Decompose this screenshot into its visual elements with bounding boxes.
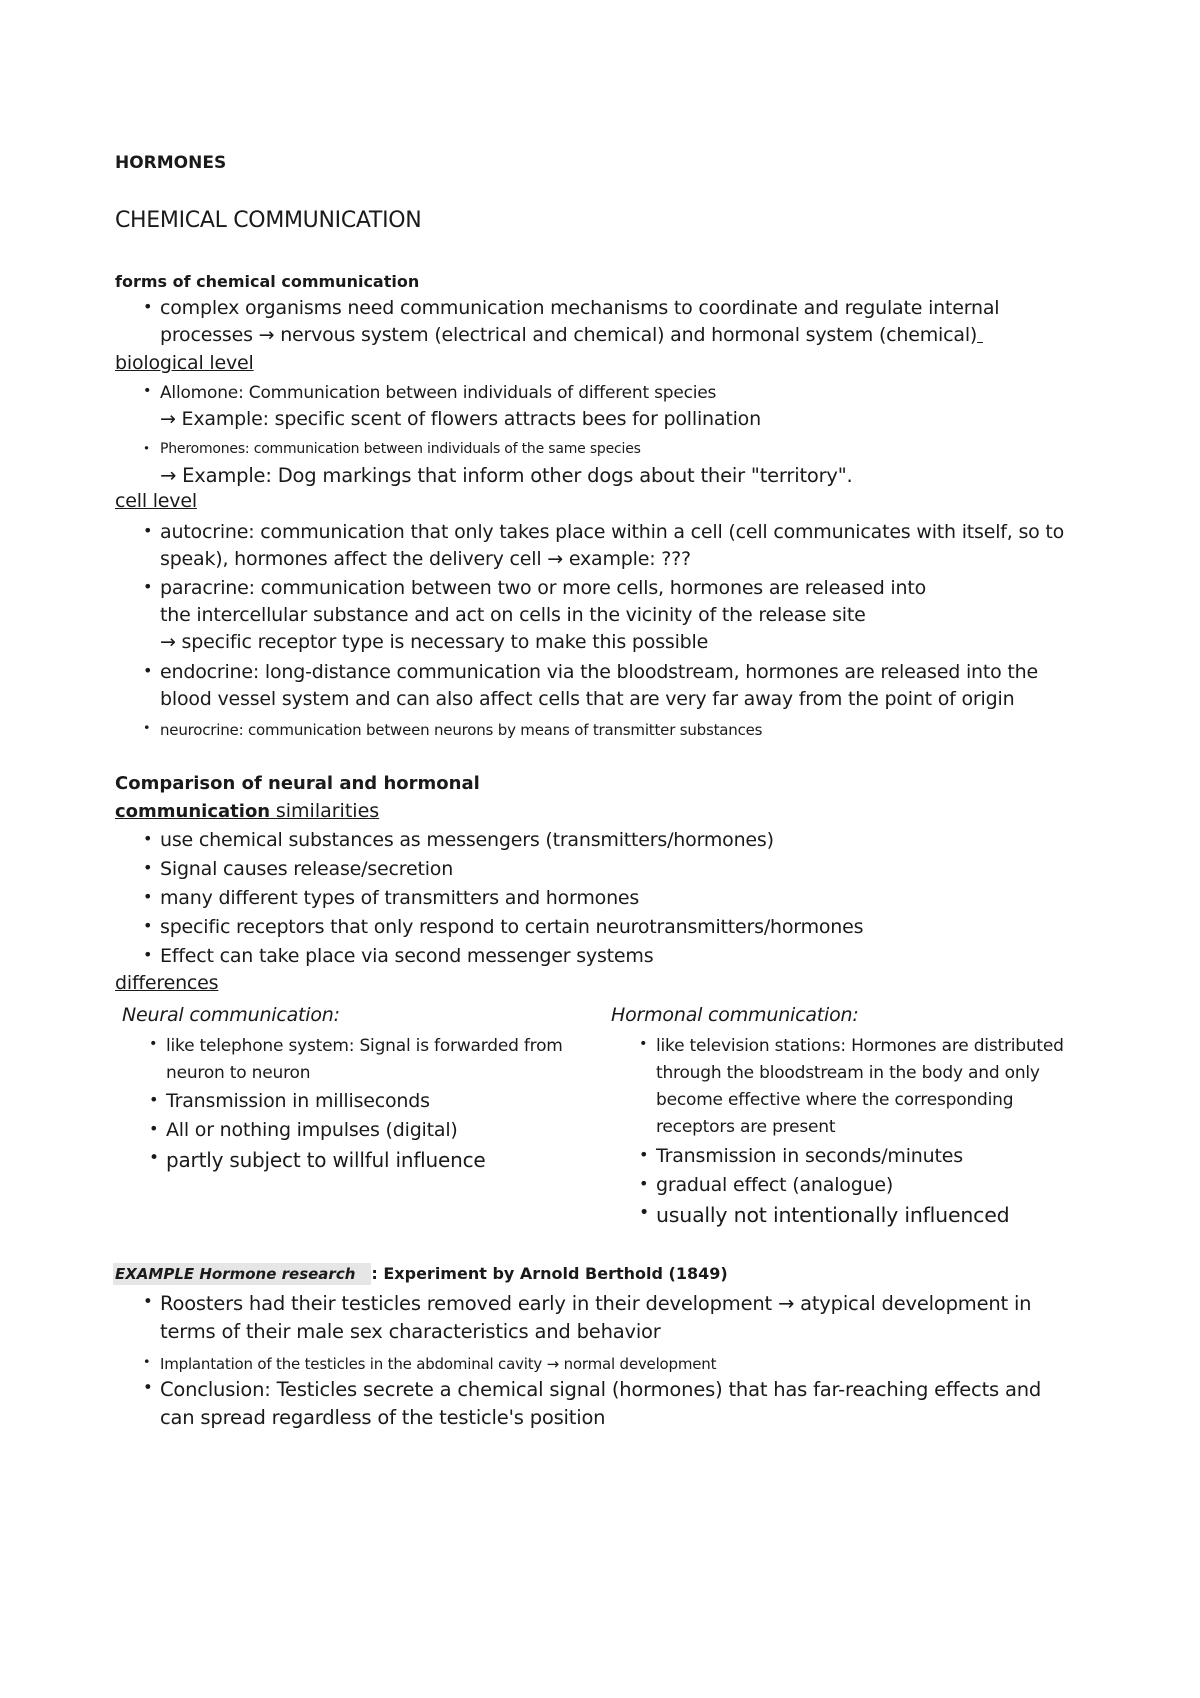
example-item-1: • Roosters had their testicles removed early in their development → atypical development in bbox=[160, 1292, 1031, 1315]
paracrine-item: • paracrine: communication between two or more cells, hormones are released into bbox=[160, 577, 926, 599]
comparison-heading-communication: communication bbox=[115, 801, 271, 822]
example-item-3: • Conclusion: Testicles secrete a chemical signal (hormones) that has far-reaching effects and bbox=[160, 1378, 1041, 1401]
example-label: EXAMPLE Hormone research bbox=[113, 1263, 371, 1285]
neural-item-1: • like telephone system: Signal is forwarded from bbox=[166, 1036, 563, 1056]
paracrine-line3: → specific receptor type is necessary to make this possible bbox=[160, 631, 709, 653]
hormonal-heading: Hormonal communication: bbox=[611, 1004, 859, 1026]
allomone-item: • Allomone: Communication between individuals of different species bbox=[160, 383, 716, 403]
example-item-3-line2: can spread regardless of the testicle's position bbox=[160, 1406, 606, 1429]
neural-heading: Neural communication: bbox=[122, 1004, 340, 1026]
neural-item-4: • partly subject to willful influence bbox=[166, 1148, 486, 1172]
hormonal-item-1-line2: through the bloodstream in the body and only bbox=[656, 1063, 1040, 1083]
comparison-heading-line2 bbox=[115, 800, 379, 822]
pheromones-text: • Pheromones: communication between individuals of the same species bbox=[160, 441, 641, 457]
differences-heading: differences bbox=[115, 972, 219, 994]
neural-item-1-line2: neuron to neuron bbox=[166, 1063, 311, 1083]
cell-level-heading: cell level bbox=[115, 490, 197, 512]
forms-intro-line2: processes → nervous system (electrical and chemical) and hormonal system (chemical) bbox=[160, 324, 983, 346]
endocrine-line2: blood vessel system and can also affect cells that are very far away from the point of origin bbox=[160, 688, 1015, 710]
section-title: CHEMICAL COMMUNICATION bbox=[115, 208, 422, 233]
endocrine-item: • endocrine: long-distance communication via the bloodstream, hormones are released into the bbox=[160, 661, 1038, 683]
forms-intro-item: • complex organisms need communication mechanisms to coordinate and regulate internal bbox=[160, 297, 999, 319]
similarity-item-2: • Signal causes release/secretion bbox=[160, 858, 453, 880]
similarities-heading: similarities bbox=[275, 800, 380, 822]
hormonal-item-3: • gradual effect (analogue) bbox=[656, 1174, 893, 1196]
hormonal-item-1: • like television stations: Hormones are distributed bbox=[656, 1036, 1064, 1056]
similarity-item-5: • Effect can take place via second messenger systems bbox=[160, 945, 653, 967]
pheromones-item bbox=[160, 441, 641, 457]
trailing-underline bbox=[977, 324, 983, 346]
neurocrine-item: • neurocrine: communication between neurons by means of transmitter substances bbox=[160, 721, 762, 739]
example-heading-row bbox=[113, 1264, 728, 1283]
autocrine-line2: speak), hormones affect the delivery cell → example: ??? bbox=[160, 548, 691, 570]
example-heading: : Experiment by Arnold Berthold (1849) bbox=[371, 1264, 728, 1283]
forms-heading: forms of chemical communication bbox=[115, 272, 420, 291]
comparison-heading-line1: Comparison of neural and hormonal bbox=[115, 773, 480, 794]
allomone-example: → Example: specific scent of flowers attracts bees for pollination bbox=[160, 408, 761, 430]
neural-item-3: • All or nothing impulses (digital) bbox=[166, 1119, 458, 1141]
similarity-item-4: • specific receptors that only respond to certain neurotransmitters/hormones bbox=[160, 916, 863, 938]
example-item-2: • Implantation of the testicles in the abdominal cavity → normal development bbox=[160, 1355, 716, 1373]
neural-item-2: • Transmission in milliseconds bbox=[166, 1090, 430, 1112]
hormonal-item-4: • usually not intentionally influenced bbox=[656, 1203, 1009, 1227]
biological-level-heading: biological level bbox=[115, 352, 254, 374]
document-title: HORMONES bbox=[115, 153, 227, 173]
similarity-item-3: • many different types of transmitters and hormones bbox=[160, 887, 639, 909]
similarity-item-1: • use chemical substances as messengers (transmitters/hormones) bbox=[160, 829, 774, 851]
example-item-1-line2: terms of their male sex characteristics and behavior bbox=[160, 1320, 661, 1343]
hormonal-item-2: • Transmission in seconds/minutes bbox=[656, 1145, 963, 1167]
hormonal-item-1-line3: become effective where the corresponding bbox=[656, 1090, 1014, 1110]
pheromones-example: → Example: Dog markings that inform other dogs about their "territory". bbox=[160, 464, 853, 487]
paracrine-line2: the intercellular substance and act on cells in the vicinity of the release site bbox=[160, 604, 866, 626]
autocrine-item: • autocrine: communication that only takes place within a cell (cell communicates with itself, so to bbox=[160, 521, 1064, 543]
hormonal-item-1-line4: receptors are present bbox=[656, 1117, 836, 1137]
